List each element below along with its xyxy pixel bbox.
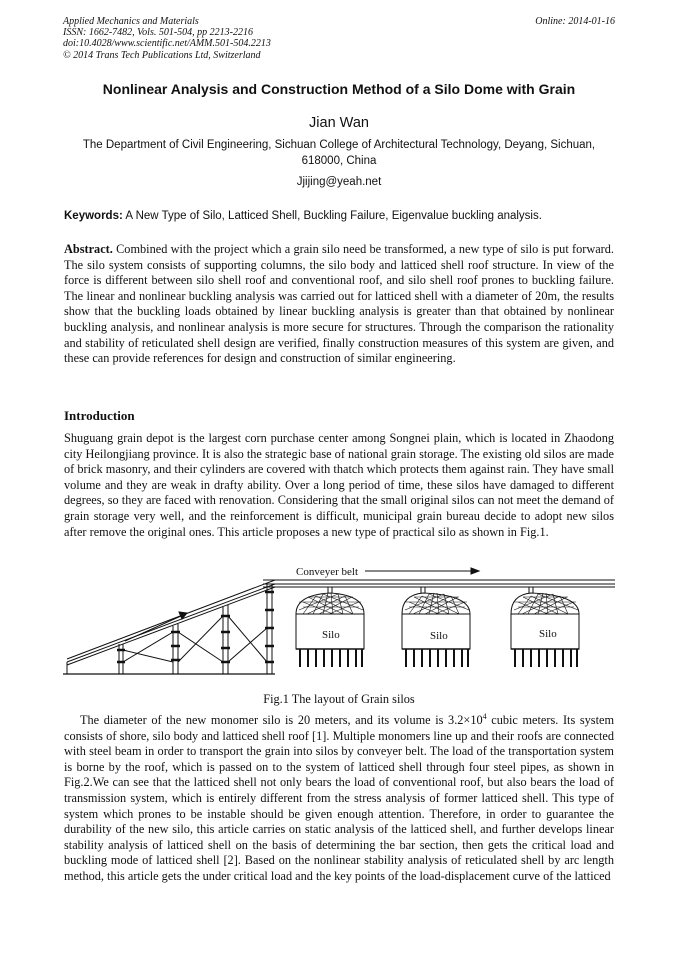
silo-2 [402, 587, 470, 667]
section-heading-introduction: Introduction [64, 408, 135, 423]
silo-1 [296, 587, 364, 667]
introduction-text: Shuguang grain depot is the largest corn purchase center among Songnei plain, which is located in Zhaodong city Heilongjiang province. It is also the strategic base of national grain storage. The existing old silos are made of brick masonry, and their cylinders are covered with thatch which protects them against rain. They have small volume and they are weak in drafty ability. Over a long period of time, these silos have damaged to different degrees, so they are faced with renovation. Considering that the small original silos can not meet the demand of grain storage very well, and the reinforcement is difficult, municipal grain bureau decide to adopt new silos after remove the original ones. This article proposes a new type of practical silo as shown in Fig.1. [64, 431, 614, 539]
conveyor-arrow-head [471, 568, 479, 574]
silo-label: Silo [539, 628, 557, 640]
body-superscript: 4 [482, 711, 487, 721]
journal-name: Applied Mechanics and Materials [63, 16, 199, 27]
abstract [64, 242, 614, 367]
abstract-text: Combined with the project which a grain silo need be transformed, a new type of silo is put forward. The silo system consists of supporting columns, the silo body and latticed shell roof structure. In view of the force is different between silo shell roof and conventional roof, and silo shell roof prones to buckling failure. The linear and nonlinear buckling analysis was carried out for latticed shell with a diameter of 20m, the results show that the buckling loads obtained by linear buckling analysis is greater than that obtained by nonlinear buckling analysis, and nonlinear analysis is more secure for structures. Through the comparison the rationality and stability of reticulated shell design are verified, finally construction measures of this system are given, and these can provide references for design and construction of similar engineering. [64, 242, 614, 366]
body-text-start: The diameter of the new monomer silo is 20 meters, and its volume is 3.2×10 [80, 713, 483, 727]
silo-3 [511, 587, 579, 667]
doi-line: doi:10.4028/www.scientific.net/AMM.501-504.2213 [63, 38, 271, 50]
body-paragraph [64, 713, 614, 885]
silo-label: Silo [430, 630, 448, 642]
keywords-label: Keywords: [64, 210, 123, 222]
body-text-rest: cubic meters. Its system consists of shore, silo body and latticed shell roof [1]. Multiple monomers line up and their roofs are connected with steel beam in order to transport the grain into silos by conveyer belt. The load of the transportation system is borne by the roof, which is passed on to the system of latticed shell through four steel pipes, as shown in Fig.2.We can see that the latticed shell not only bears the load of conventional roof, but also bears the load of transmission system, which is entirely different from the stress analysis of former latticed shell. This type of system which prones to be instable should be given enough attention. Therefore, in order to guarantee the durability of the new silo, this article carries on static analysis of the latticed shell, and further develops linear stability analysis of latticed shell on the basis of determining the bar section, then gets the critical load and buckling mode of latticed shell [2]. Based on the nonlinear stability analysis of reticulated shell by arc length method, this article gets the under critical load and the key points of the load-displacement curve of the latticed [64, 713, 615, 883]
conveyor-label: Conveyer belt [296, 566, 359, 578]
copyright-line: © 2014 Trans Tech Publications Ltd, Switzerland [63, 49, 261, 61]
silo-label: Silo [322, 629, 340, 641]
author-email: Jjijing@yeah.net [296, 176, 382, 188]
author-name: Jian Wan [309, 115, 369, 131]
abstract-label: Abstract. [64, 242, 113, 256]
journal-header [63, 16, 483, 61]
paper-title: Nonlinear Analysis and Construction Method of a Silo Dome with Grain [102, 81, 576, 97]
keywords-text: A New Type of Silo, Latticed Shell, Buckling Failure, Eigenvalue buckling analysis. [125, 210, 542, 222]
figure-caption: Fig.1 The layout of Grain silos [263, 692, 415, 706]
affiliation: The Department of Civil Engineering, Sichuan College of Architectural Technology, Deyang, Sichuan, 618000, China [82, 139, 596, 167]
online-date: Online: 2014-01-16 [535, 16, 615, 27]
silo-layout-figure [63, 562, 623, 687]
issn-line: ISSN: 1662-7482, Vols. 501-504, pp 2213-2216 [63, 27, 253, 39]
keywords [64, 210, 624, 222]
